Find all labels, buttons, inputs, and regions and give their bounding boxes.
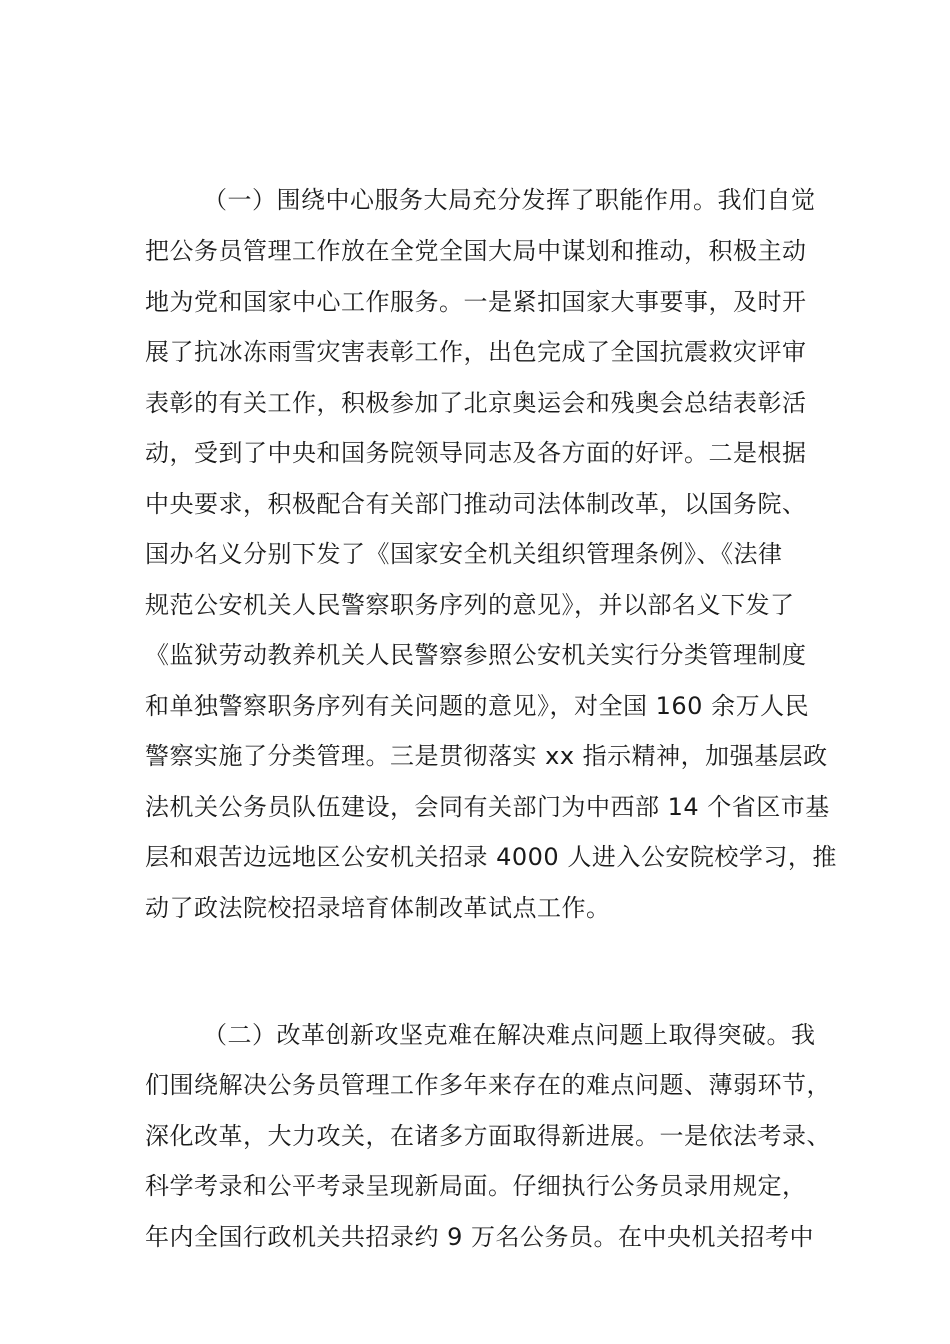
text-line: 法机关公务员队伍建设，会同有关部门为中西部 14 个省区市基 bbox=[145, 793, 830, 821]
text-line: 警察实施了分类管理。三是贯彻落实 xx 指示精神，加强基层政 bbox=[145, 742, 828, 770]
text-line: 们围绕解决公务员管理工作多年来存在的难点问题、薄弱环节， bbox=[145, 1071, 831, 1099]
text-line: 把公务员管理工作放在全党全国大局中谋划和推动，积极主动 bbox=[145, 237, 807, 265]
text-line: 深化改革，大力攻关，在诸多方面取得新进展。一是依法考录、 bbox=[145, 1122, 831, 1150]
text-line: （二）改革创新攻坚克难在解决难点问题上取得突破。我 bbox=[203, 1021, 816, 1049]
text-line: 层和艰苦边远地区公安机关招录 4000 人进入公安院校学习，推 bbox=[145, 843, 837, 871]
text-line: 和单独警察职务序列有关问题的意见》，对全国 160 余万人民 bbox=[145, 692, 810, 720]
text-line: 动，受到了中央和国务院领导同志及各方面的好评。二是根据 bbox=[145, 439, 807, 467]
text-line: 《监狱劳动教养机关人民警察参照公安机关实行分类管理制度 bbox=[145, 641, 807, 669]
text-line: 展了抗冰冻雨雪灾害表彰工作，出色完成了全国抗震救灾评审 bbox=[145, 338, 807, 366]
text-line: （一）围绕中心服务大局充分发挥了职能作用。我们自觉 bbox=[203, 186, 816, 214]
text-line: 地为党和国家中心工作服务。一是紧扣国家大事要事，及时开 bbox=[145, 288, 807, 316]
text-line: 规范公安机关人民警察职务序列的意见》，并以部名义下发了 bbox=[145, 591, 795, 619]
text-line: 国办名义分别下发了《国家安全机关组织管理条例》、《法律 bbox=[145, 540, 783, 568]
text-line: 表彰的有关工作，积极参加了北京奥运会和残奥会总结表彰活 bbox=[145, 389, 807, 417]
text-line: 动了政法院校招录培育体制改革试点工作。 bbox=[145, 894, 611, 922]
text-line: 中央要求，积极配合有关部门推动司法体制改革，以国务院、 bbox=[145, 490, 807, 518]
text-line: 科学考录和公平考录呈现新局面。仔细执行公务员录用规定， bbox=[145, 1172, 807, 1200]
text-line: 年内全国行政机关共招录约 9 万名公务员。在中央机关招考中 bbox=[145, 1223, 815, 1251]
